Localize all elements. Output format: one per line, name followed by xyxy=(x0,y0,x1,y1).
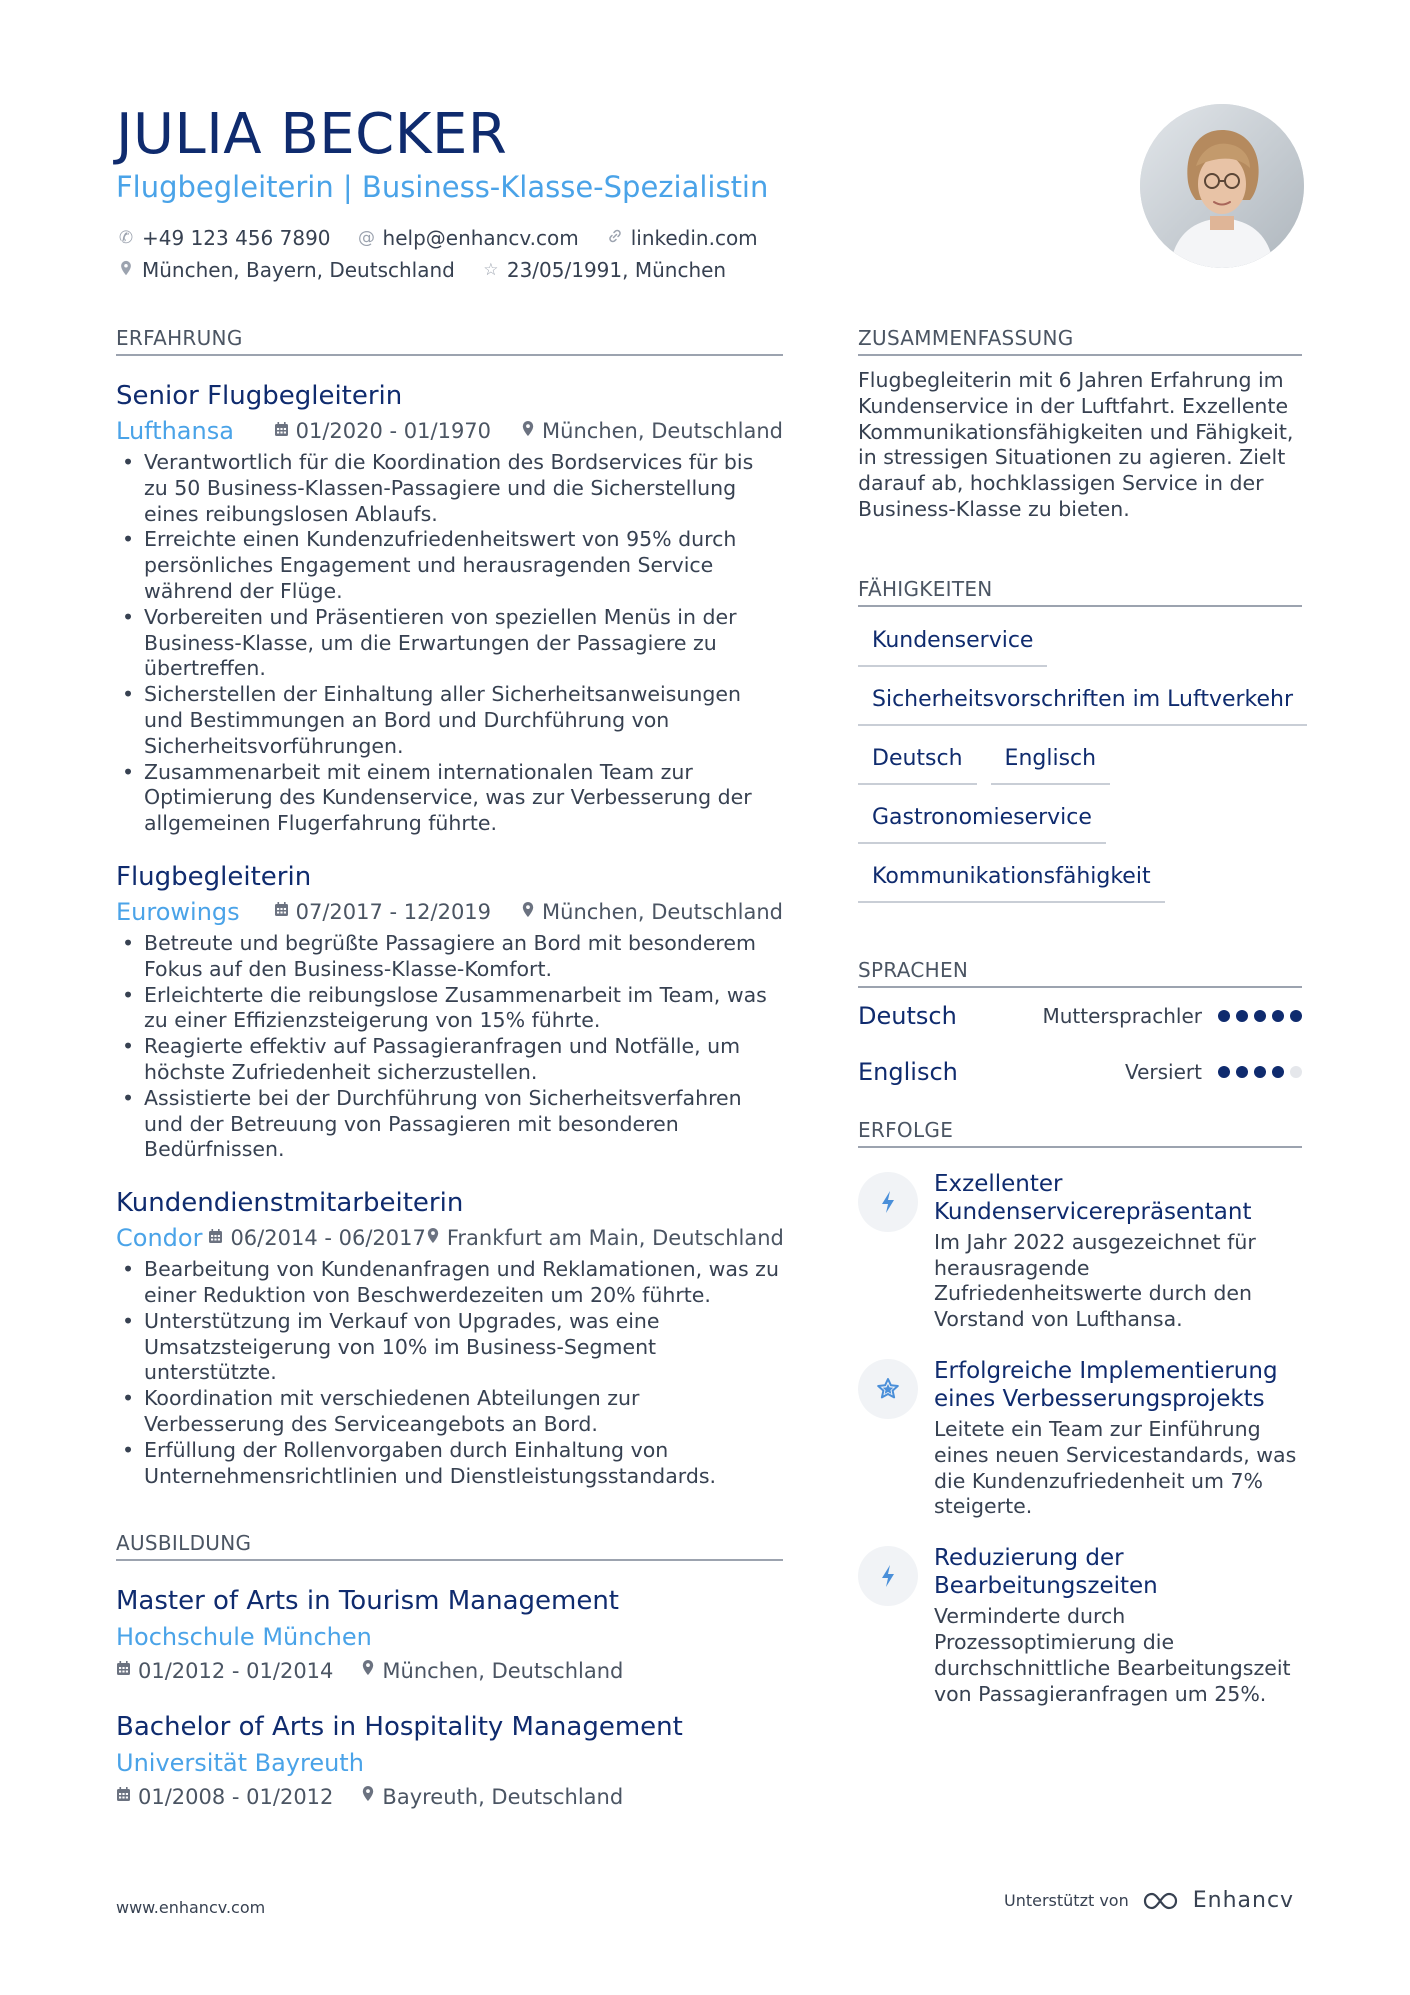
candidate-name: JULIA BECKER xyxy=(116,102,508,167)
bolt-icon xyxy=(858,1546,918,1606)
location-text: München, Bayern, Deutschland xyxy=(142,258,455,282)
achievement-item xyxy=(858,1170,1302,1333)
language-level: Versiert xyxy=(1124,1059,1202,1084)
enhancv-logo[interactable] xyxy=(1141,1888,1294,1913)
job-title: Flugbegleiterin xyxy=(116,861,312,892)
skills-list xyxy=(858,621,1302,916)
job-title: Senior Flugbegleiterin xyxy=(116,381,403,411)
job-meta xyxy=(116,414,783,448)
achievement-title: Erfolgreiche Implementierung eines Verbesserungsprojekts xyxy=(934,1357,1278,1412)
skill-tag: Sicherheitsvorschriften im Luftverkehr xyxy=(858,680,1307,726)
rating-dot-filled xyxy=(1236,1010,1248,1022)
star-icon xyxy=(858,1359,918,1419)
language-rating xyxy=(1218,1066,1302,1078)
degree-title: Bachelor of Arts in Hospitality Management xyxy=(116,1712,683,1743)
bullet-item: • Vorbereiten und Präsentieren von speziellen Menüs in der Business-Klasse, um die Erwartungen der Passagiere zu übertreffen. xyxy=(116,605,783,682)
footer-branding xyxy=(1004,1888,1294,1913)
experience-list xyxy=(116,378,783,1489)
job-location xyxy=(426,1226,784,1250)
job-entry xyxy=(116,859,783,1163)
education-heading: AUSBILDUNG xyxy=(116,1527,783,1561)
rating-dot-filled xyxy=(1218,1066,1230,1078)
education-meta xyxy=(116,1781,783,1813)
education-location-text: Bayreuth, Deutschland xyxy=(382,1785,624,1810)
achievement-text: Leitete ein Team zur Einführung eines neuen Servicestandards, was die Kundenzufriedenheit um 7% steigerte. xyxy=(934,1416,1297,1519)
education-dates-text: 01/2012 - 01/2014 xyxy=(138,1659,334,1684)
achievement-title: Reduzierung der Bearbeitungszeiten xyxy=(934,1545,1158,1600)
rating-dot-filled xyxy=(1254,1066,1266,1078)
calendar-icon xyxy=(274,421,289,442)
achievement-text: Verminderte durch Prozessoptimierung die durchschnittliche Bearbeitungszeit von Passagieranfragen um 25%. xyxy=(934,1604,1291,1706)
language-name: Deutsch xyxy=(858,1001,957,1030)
job-bullets xyxy=(116,931,783,1163)
job-location-text: München, Deutschland xyxy=(542,419,783,443)
education-dates xyxy=(116,1781,333,1813)
rating-dot-filled xyxy=(1272,1066,1284,1078)
bolt-icon xyxy=(858,1172,918,1232)
skill-tag: Kommunikationsfähigkeit xyxy=(858,857,1165,903)
bullet-item: • Sicherstellen der Einhaltung aller Sicherheitsanweisungen und Bestimmungen an Bord und Durchführung von Sicherheitsvorführungen. xyxy=(116,682,783,759)
achievements-list xyxy=(858,1170,1302,1708)
bullet-item: • Erleichterte die reibungslose Zusammenarbeit im Team, was zu einer Effizienzsteigerung von 15% führte. xyxy=(116,983,783,1035)
education-entry xyxy=(116,1709,783,1813)
achievement-body xyxy=(934,1170,1302,1333)
degree-title: Master of Arts in Tourism Management xyxy=(116,1586,620,1617)
right-column xyxy=(858,322,1302,1707)
contact-linkedin[interactable] xyxy=(605,226,758,250)
experience-heading: ERFAHRUNG xyxy=(116,322,783,356)
brand-name: Enhancv xyxy=(1192,1888,1295,1913)
contact-birth xyxy=(481,258,726,282)
birth-text: 23/05/1991, München xyxy=(506,258,727,282)
achievement-body xyxy=(934,1357,1302,1520)
location-pin-icon xyxy=(426,1227,440,1249)
achievement-item xyxy=(858,1357,1302,1520)
location-pin-icon xyxy=(361,1655,375,1687)
education-location xyxy=(361,1781,623,1813)
school-name: Universität Bayreuth xyxy=(116,1749,364,1778)
linkedin-text[interactable]: linkedin.com xyxy=(630,226,758,250)
achievements-heading: ERFOLGE xyxy=(858,1114,1302,1148)
at-icon: @ xyxy=(358,228,376,248)
job-location-text: Frankfurt am Main, Deutschland xyxy=(446,1226,784,1251)
achievement-item xyxy=(858,1544,1302,1707)
contact-phone xyxy=(116,226,331,250)
education-location-text: München, Deutschland xyxy=(382,1659,624,1684)
bullet-item: • Zusammenarbeit mit einem internationalen Team zur Optimierung des Kundenservice, was zur Verbesserung der allgemeinen Flugerfahrung führte. xyxy=(116,760,783,837)
skill-tag: Englisch xyxy=(991,739,1111,785)
job-bullets xyxy=(116,450,783,837)
school-name: Hochschule München xyxy=(116,1623,372,1652)
contact-info xyxy=(116,222,816,286)
job-title: Kundendienstmitarbeiterin xyxy=(116,1188,464,1219)
job-meta xyxy=(116,895,783,929)
profile-photo xyxy=(1140,104,1304,268)
enhancv-logo-icon xyxy=(1141,1890,1185,1912)
skill-tag: Kundenservice xyxy=(858,621,1047,667)
link-icon xyxy=(605,228,625,249)
education-location xyxy=(361,1655,623,1687)
bullet-item: • Reagierte effektiv auf Passagieranfragen und Notfälle, um höchste Zufriedenheit sicherzustellen. xyxy=(116,1034,783,1086)
bullet-item: • Erfüllung der Rollenvorgaben durch Einhaltung von Unternehmensrichtlinien und Dienstleistungsstandards. xyxy=(116,1438,783,1490)
job-entry xyxy=(116,378,783,837)
education-dates-text: 01/2008 - 01/2012 xyxy=(138,1785,334,1810)
job-meta xyxy=(116,1221,783,1255)
job-dates xyxy=(274,419,491,443)
skills-heading: FÄHIGKEITEN xyxy=(858,573,1302,607)
company-name: Eurowings xyxy=(116,897,240,926)
star-outline-icon: ☆ xyxy=(483,260,499,280)
education-meta xyxy=(116,1655,783,1687)
contact-location xyxy=(116,258,455,282)
skill-tag: Gastronomieservice xyxy=(858,798,1106,844)
job-dates-text: 06/2014 - 06/2017 xyxy=(230,1226,426,1251)
job-location xyxy=(521,419,783,443)
calendar-icon xyxy=(116,1655,131,1687)
achievement-text: Im Jahr 2022 ausgezeichnet für herausragende Zufriedenheitswerte durch den Vorstand von Lufthansa. xyxy=(934,1229,1256,1332)
language-row xyxy=(858,988,1302,1044)
location-pin-icon xyxy=(521,901,535,923)
rating-dot-filled xyxy=(1236,1066,1248,1078)
summary-heading: ZUSAMMENFASSUNG xyxy=(858,322,1302,356)
location-pin-icon xyxy=(361,1781,375,1813)
education-list xyxy=(116,1583,783,1813)
languages-list xyxy=(858,988,1302,1100)
job-entry xyxy=(116,1185,783,1489)
powered-by-text: Unterstützt von xyxy=(1004,1891,1129,1910)
contact-email[interactable] xyxy=(357,226,579,250)
location-pin-icon xyxy=(116,260,136,281)
company-name: Condor xyxy=(116,1224,203,1253)
bullet-item: • Assistierte bei der Durchführung von Sicherheitsverfahren und der Betreuung von Passagieren mit besonderen Bedürfnissen. xyxy=(116,1086,783,1163)
education-entry xyxy=(116,1583,783,1687)
job-location xyxy=(521,900,783,924)
bullet-item: • Verantwortlich für die Koordination des Bordservices für bis zu 50 Business-Klassen-Passagiere und die Sicherstellung eines reibungslosen Ablaufs. xyxy=(116,450,783,527)
calendar-icon xyxy=(116,1781,131,1813)
bullet-item: • Betreute und begrüßte Passagiere an Bord mit besonderem Fokus auf den Business-Klasse-Komfort. xyxy=(116,931,783,983)
language-level: Muttersprachler xyxy=(1042,1003,1202,1028)
location-pin-icon xyxy=(521,420,535,442)
language-row xyxy=(858,1044,1302,1100)
job-dates xyxy=(274,900,491,924)
email-text[interactable]: help@enhancv.com xyxy=(382,226,579,250)
education-dates xyxy=(116,1655,333,1687)
job-bullets xyxy=(116,1257,783,1489)
rating-dot-filled xyxy=(1218,1010,1230,1022)
bullet-item: • Koordination mit verschiedenen Abteilungen zur Verbesserung des Serviceangebots an Bord. xyxy=(116,1386,783,1438)
language-name: Englisch xyxy=(858,1057,958,1086)
job-dates-text: 07/2017 - 12/2019 xyxy=(295,899,492,924)
bullet-item: • Bearbeitung von Kundenanfragen und Reklamationen, was zu einer Reduktion von Beschwerdezeiten um 20% führte. xyxy=(116,1257,783,1309)
bullet-item: • Unterstützung im Verkauf von Upgrades, was eine Umsatzsteigerung von 10% im Business-Segment unterstützte. xyxy=(116,1309,783,1386)
languages-heading: SPRACHEN xyxy=(858,954,1302,988)
rating-dot-filled xyxy=(1290,1010,1302,1022)
achievement-body xyxy=(934,1544,1302,1707)
skill-tag: Deutsch xyxy=(858,739,977,785)
rating-dot-filled xyxy=(1272,1010,1284,1022)
rating-dot-empty xyxy=(1290,1066,1302,1078)
job-dates xyxy=(208,1226,425,1250)
bullet-item: • Erreichte einen Kundenzufriedenheitswert von 95% durch persönliches Engagement und herausragenden Service während der Flüge. xyxy=(116,527,783,604)
calendar-icon xyxy=(208,1228,223,1249)
job-dates-text: 01/2020 - 01/1970 xyxy=(295,419,492,443)
job-location-text: München, Deutschland xyxy=(542,899,783,924)
footer-website[interactable]: www.enhancv.com xyxy=(116,1898,266,1917)
achievement-title: Exzellenter Kundenservicerepräsentant xyxy=(934,1170,1252,1225)
language-rating xyxy=(1218,1010,1302,1022)
rating-dot-filled xyxy=(1254,1010,1266,1022)
company-name: Lufthansa xyxy=(116,417,234,445)
phone-icon: ✆ xyxy=(118,228,134,248)
summary-text: Flugbegleiterin mit 6 Jahren Erfahrung im Kundenservice in der Luftfahrt. Exzellente Kommunikationsfähigkeiten und Fähigkeit, in stressigen Situationen zu agieren. Zielt darauf ab, hochklassigen Service in der Business-Klasse zu bieten. xyxy=(858,368,1294,521)
candidate-headline: Flugbegleiterin | Business-Klasse-Spezialistin xyxy=(116,170,769,204)
phone-text: +49 123 456 7890 xyxy=(142,226,331,250)
calendar-icon xyxy=(274,901,289,922)
left-column xyxy=(116,322,783,1813)
